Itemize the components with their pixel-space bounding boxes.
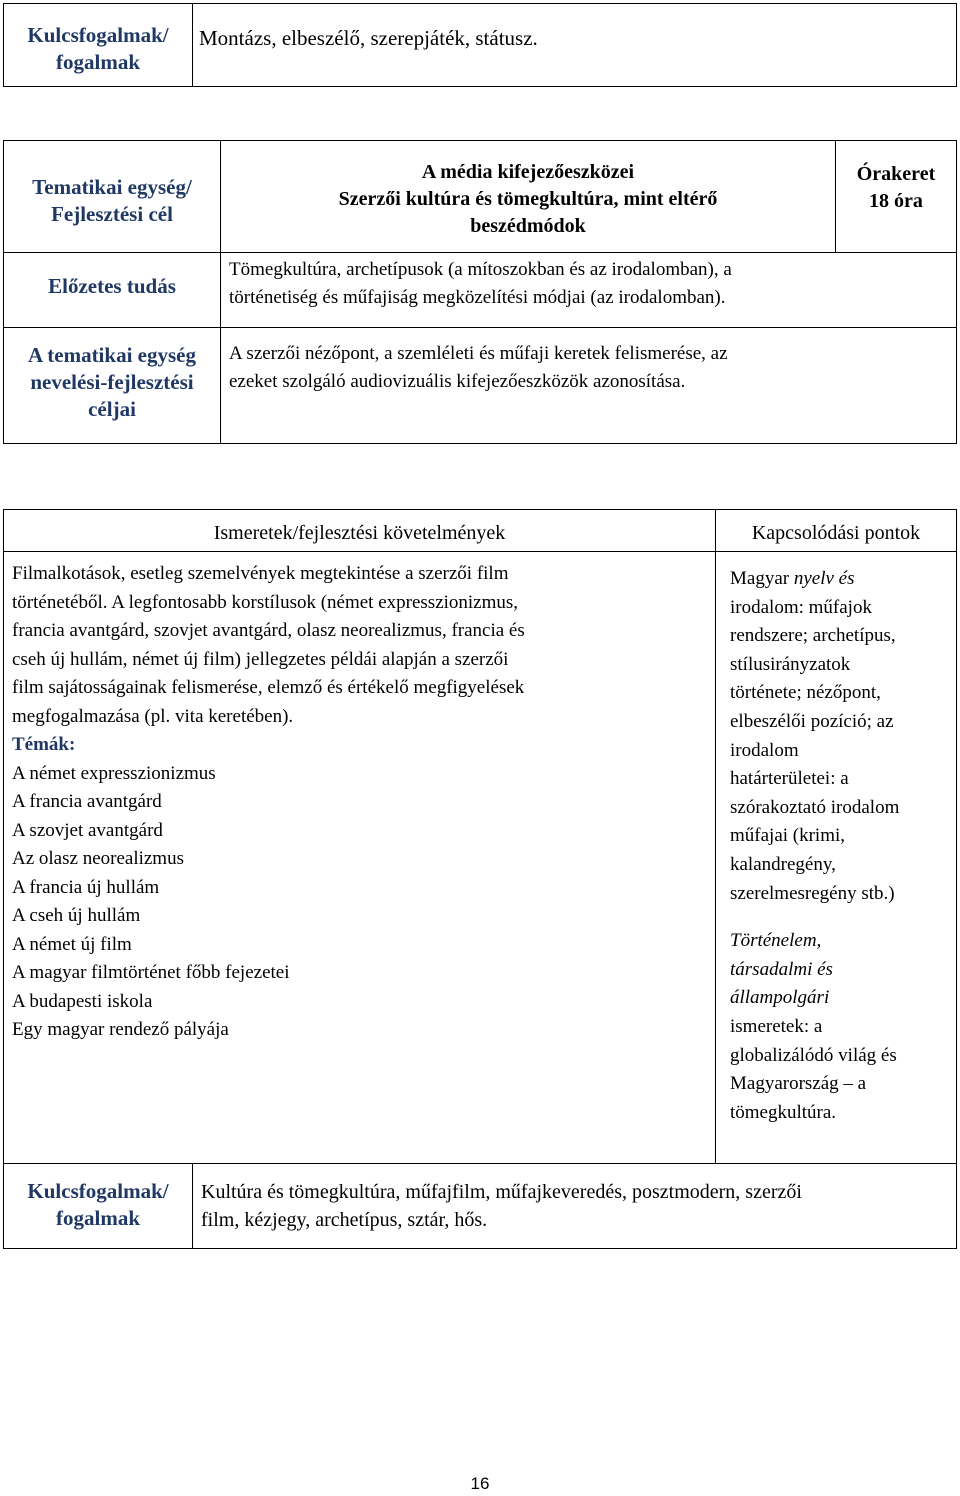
requirements-header-text: Ismeretek/fejlesztési követelmények: [213, 522, 506, 544]
goals-line-1: A szerzői nézőpont, a szemléleti és műfaji keretek felismerése, az: [229, 343, 728, 364]
requirements-line: megfogalmazása (pl. vita keretében).: [12, 705, 294, 727]
topic-item: A cseh új hullám: [12, 905, 141, 926]
links-history-line: ismeretek: a: [730, 1015, 823, 1037]
keywords-label-bottom-line-1: Kulcsfogalmak/: [27, 1179, 169, 1203]
keywords-label-bottom: [4, 1164, 193, 1249]
links-literature-italic: nyelv és: [793, 568, 855, 589]
unit-title-line-1: A média kifejezőeszközei: [421, 161, 635, 183]
requirements-line: francia avantgárd, szovjet avantgárd, olasz neorealizmus, francia és: [12, 620, 525, 641]
unit-title-line-2: Szerzői kultúra és tömegkultúra, mint eltérő: [338, 188, 718, 210]
unit-label: [4, 141, 221, 253]
requirements-line: Filmalkotások, esetleg szemelvények megtekintése a szerzői film: [12, 563, 509, 584]
links-literature-first-line: [730, 565, 956, 594]
links-literature-line: stílusirányzatok: [730, 653, 851, 675]
keywords-bottom-line-1: Kultúra és tömegkultúra, műfajfilm, műfajkeveredés, posztmodern, szerzői: [201, 1181, 802, 1203]
prior-knowledge-text: [221, 253, 957, 328]
links-literature: [730, 565, 956, 908]
hours-label: Órakeret: [856, 163, 936, 185]
requirements-line: cseh új hullám, német új film) jellegzetes példái alapján a szerzői: [12, 648, 509, 670]
goals-label-line-1: A tematikai egység: [28, 343, 196, 367]
links-literature-line: kalandregény,: [730, 853, 836, 875]
links-history-lines: [730, 1013, 956, 1127]
links-literature-line: története; nézőpont,: [730, 682, 881, 704]
prior-knowledge-line-1: Tömegkultúra, archetípusok (a mítoszokban és az irodalomban), a: [229, 259, 732, 280]
keywords-table-top: [3, 3, 957, 87]
links-history-line: globalizálódó világ és: [730, 1044, 897, 1066]
topic-item: A budapesti iskola: [12, 990, 153, 1012]
links-literature-line: elbeszélői pozíció; az: [730, 710, 894, 732]
unit-table: [3, 140, 957, 444]
links-literature-line: műfajai (krimi,: [730, 825, 846, 847]
goals-text: [221, 328, 957, 444]
goals-line-2: ezeket szolgáló audiovizuális kifejezőeszközök azonosítása.: [229, 371, 686, 392]
topics-label: Témák:: [12, 734, 76, 755]
topics-list: [12, 760, 715, 1045]
requirements-line: film sajátosságainak felismerése, elemző és értékelő megfigyelések: [12, 677, 525, 698]
topic-item: A szovjet avantgárd: [12, 819, 163, 841]
links-literature-line: rendszere; archetípus,: [730, 625, 896, 647]
unit-title-line-3: beszédmódok: [470, 215, 586, 237]
topic-item: A magyar filmtörténet főbb fejezetei: [12, 962, 290, 983]
unit-title: [221, 141, 836, 253]
links-literature-line: szerelmesregény stb.): [730, 882, 895, 904]
goals-label-line-3: céljai: [88, 397, 136, 421]
topic-item: A német expresszionizmus: [12, 762, 216, 784]
prior-knowledge-label-text: Előzetes tudás: [48, 274, 176, 298]
keywords-text: Montázs, elbeszélő, szerepjáték, státusz.: [193, 4, 957, 87]
links-literature-prefix: Magyar: [730, 568, 794, 589]
links-history-italic-line: állampolgári: [730, 987, 830, 1009]
goals-label: [4, 328, 221, 444]
links-body: [716, 552, 957, 1164]
links-header-text: Kapcsolódási pontok: [751, 522, 921, 544]
keywords-bottom-line-2: film, kézjegy, archetípus, sztár, hős.: [201, 1209, 488, 1231]
keywords-label-line-1: Kulcsfogalmak/: [27, 23, 169, 47]
topic-item: A német új film: [12, 933, 132, 955]
requirements-header: [4, 510, 716, 552]
links-literature-line: irodalom: műfajok: [730, 596, 872, 618]
hours-cell: [836, 141, 957, 253]
hours-value: 18 óra: [869, 190, 923, 212]
links-history-line: tömegkultúra.: [730, 1101, 837, 1123]
topic-item: Az olasz neorealizmus: [12, 848, 184, 869]
topic-item: A francia új hullám: [12, 876, 160, 898]
requirements-body: [4, 552, 716, 1164]
requirements-table: [3, 509, 957, 1249]
links-literature-lines: [730, 594, 956, 909]
links-literature-line: irodalom: [730, 739, 799, 761]
keywords-label-bottom-line-2: fogalmak: [56, 1206, 140, 1230]
keywords-label: [4, 4, 193, 87]
prior-knowledge-line-2: történetiség és műfajiság megközelítési módjai (az irodalomban).: [229, 287, 726, 308]
unit-label-line-1: Tematikai egység/: [32, 175, 192, 199]
requirements-line: történetéből. A legfontosabb korstílusok (német expresszionizmus,: [12, 591, 519, 613]
links-literature-line: határterületei: a: [730, 768, 849, 790]
unit-label-line-2: Fejlesztési cél: [51, 202, 173, 226]
topic-item: Egy magyar rendező pályája: [12, 1019, 229, 1040]
keywords-text-bottom: [193, 1164, 957, 1249]
links-header: [716, 510, 957, 552]
goals-label-line-2: nevelési-fejlesztési: [30, 370, 194, 394]
links-history-italic: [730, 927, 956, 1013]
links-history-line: Magyarország – a: [730, 1073, 867, 1095]
links-history-italic-line: társadalmi és: [730, 958, 833, 980]
links-literature-line: szórakoztató irodalom: [730, 796, 900, 818]
links-history-italic-line: Történelem,: [730, 930, 822, 952]
topic-item: A francia avantgárd: [12, 791, 162, 812]
requirements-paragraph: [12, 560, 715, 731]
prior-knowledge-label: [4, 253, 221, 328]
keywords-label-line-2: fogalmak: [56, 50, 140, 74]
page-number: 16: [470, 1474, 490, 1493]
